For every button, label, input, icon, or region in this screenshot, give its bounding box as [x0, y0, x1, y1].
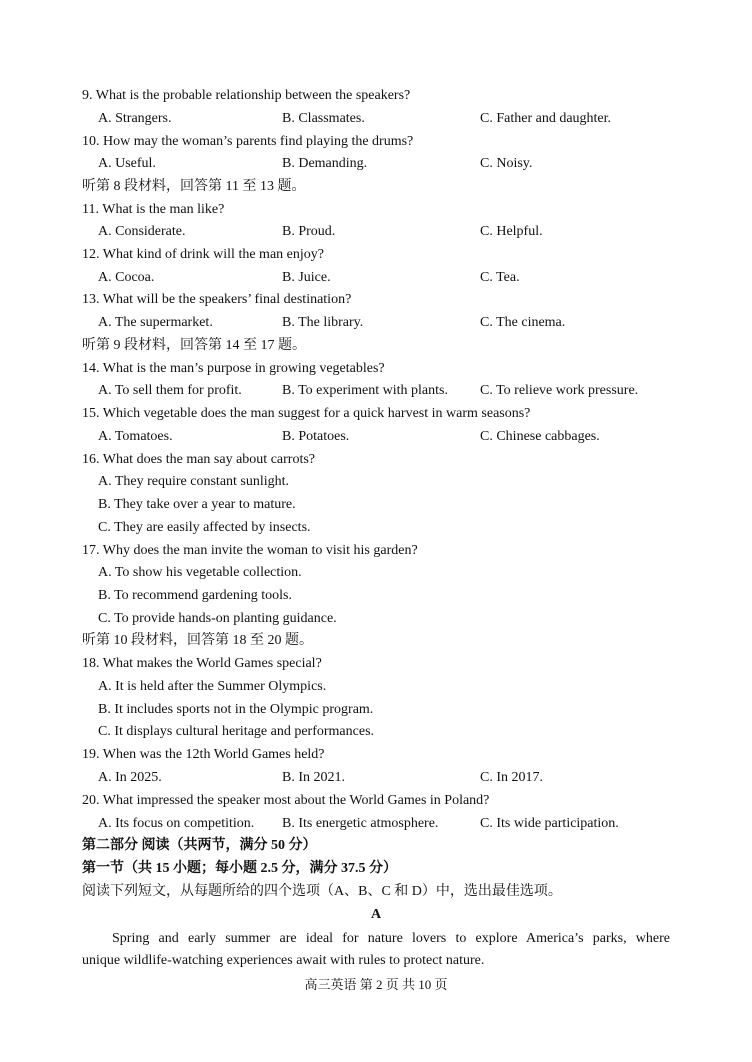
option-c: C. To relieve work pressure. [480, 383, 639, 398]
option-b: B. In 2021. [282, 770, 345, 785]
option-c: C. Its wide participation. [480, 816, 619, 831]
option-a: A. Useful. [98, 156, 156, 171]
option-b: B. Proud. [282, 224, 336, 239]
option-a: A. It is held after the Summer Olympics. [98, 679, 327, 694]
option-a: A. They require constant sunlight. [98, 474, 290, 489]
option-a: A. The supermarket. [98, 315, 213, 330]
question-stem: 17. Why does the man invite the woman to visit his garden? [82, 543, 418, 558]
page-footer: 高三英语 第 2 页 共 10 页 [304, 977, 448, 992]
option-b: B. Demanding. [282, 156, 368, 171]
option-b: B. Classmates. [282, 111, 365, 126]
question-stem: 11. What is the man like? [82, 202, 225, 217]
option-b: B. It includes sports not in the Olympic program. [98, 702, 374, 717]
question-stem: 18. What makes the World Games special? [82, 656, 322, 671]
option-b: B. Potatoes. [282, 429, 350, 444]
segment-instruction: 听第 9 段材料，回答第 14 至 17 题。 [82, 338, 306, 353]
option-b: B. Its energetic atmosphere. [282, 816, 439, 831]
question-stem: 9. What is the probable relationship between the speakers? [82, 88, 411, 103]
question-stem: 10. How may the woman’s parents find playing the drums? [82, 134, 414, 149]
option-a: A. Cocoa. [98, 270, 155, 285]
question-stem: 19. When was the 12th World Games held? [82, 747, 325, 762]
option-c: C. Noisy. [480, 156, 533, 171]
option-a: A. Its focus on competition. [98, 816, 255, 831]
question-stem: 14. What is the man’s purpose in growing vegetables? [82, 361, 385, 376]
passage-line: unique wildlife-watching experiences await with rules to protect nature. [82, 953, 485, 968]
option-c: C. Tea. [480, 270, 520, 285]
passage-label: A [370, 907, 382, 922]
option-a: A. To show his vegetable collection. [98, 565, 302, 580]
option-c: C. They are easily affected by insects. [98, 520, 311, 535]
question-stem: 13. What will be the speakers’ final destination? [82, 292, 352, 307]
option-a: A. In 2025. [98, 770, 162, 785]
question-stem: 15. Which vegetable does the man suggest for a quick harvest in warm seasons? [82, 406, 531, 421]
option-b: B. To recommend gardening tools. [98, 588, 292, 603]
question-stem: 16. What does the man say about carrots? [82, 452, 316, 467]
passage-line: Spring and early summer are ideal for nature lovers to explore America’s parks, where [112, 931, 670, 946]
option-c: C. Father and daughter. [480, 111, 612, 126]
option-b: B. The library. [282, 315, 364, 330]
option-c: C. Chinese cabbages. [480, 429, 600, 444]
option-c: C. The cinema. [480, 315, 566, 330]
part-heading: 第二部分 阅读（共两节，满分 50 分） [82, 838, 317, 853]
section-heading: 第一节（共 15 小题；每小题 2.5 分，满分 37.5 分） [82, 861, 397, 876]
segment-instruction: 听第 8 段材料，回答第 11 至 13 题。 [82, 179, 306, 194]
option-c: C. Helpful. [480, 224, 543, 239]
question-stem: 12. What kind of drink will the man enjoy? [82, 247, 324, 262]
option-a: A. Strangers. [98, 111, 172, 126]
option-c: C. To provide hands-on planting guidance. [98, 611, 337, 626]
option-a: A. Considerate. [98, 224, 186, 239]
option-b: B. To experiment with plants. [282, 383, 448, 398]
option-b: B. They take over a year to mature. [98, 497, 296, 512]
option-c: C. In 2017. [480, 770, 543, 785]
option-c: C. It displays cultural heritage and performances. [98, 724, 375, 739]
option-a: A. Tomatoes. [98, 429, 173, 444]
directions: 阅读下列短文，从每题所给的四个选项（A、B、C 和 D）中，选出最佳选项。 [82, 884, 562, 899]
question-stem: 20. What impressed the speaker most about the World Games in Poland? [82, 793, 490, 808]
option-b: B. Juice. [282, 270, 331, 285]
segment-instruction: 听第 10 段材料，回答第 18 至 20 题。 [82, 633, 313, 648]
option-a: A. To sell them for profit. [98, 383, 242, 398]
